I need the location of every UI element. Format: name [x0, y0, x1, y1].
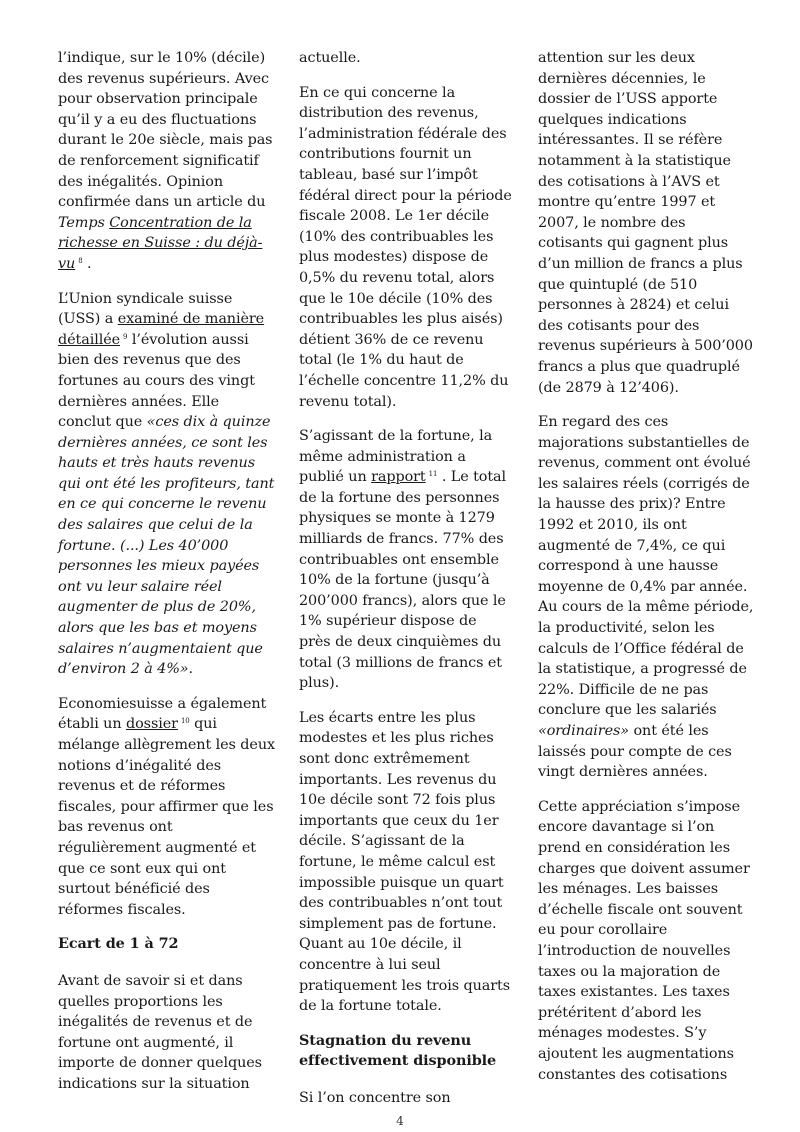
section-heading: Ecart de 1 à 72 — [58, 935, 179, 953]
section-heading: Stagnation du revenu effectivement disponible — [299, 1031, 497, 1070]
paragraph: Cette appréciation s’impose encore davantage si l’on prend en considération les charges que doivent assumer les ménages. Les baisses d’échelle fiscale ont souvent eu pour corollaire l’introduction de nouvelles taxes ou la majoration de taxes existantes. Les taxes prétéritent d’abord les ménages modestes. S’y ajoutent les augmentations constantes des cotisations — [538, 798, 750, 1083]
dossier-link[interactable]: dossier — [125, 716, 178, 733]
footnote-ref[interactable]: 11 — [428, 470, 438, 479]
quotation: «ces dix à quinze dernières années, ce sont les hauts et très hauts revenus qui ont été les profiteurs, tant en ce qui concerne le revenu des salaires que celui de la fortune. (...) Les 40’000 personnes les mieux payées ont vu leur salaire réel augmenter de plus de 20%, alors que les bas et moyens salaires n’augmentaient que d’environ 2 à 4%» — [58, 414, 275, 678]
uss-link[interactable]: examiné de manière détaillée — [58, 311, 265, 348]
footnote-ref[interactable]: 10 — [180, 717, 190, 726]
footnote-ref[interactable]: 8 — [78, 256, 83, 265]
page-number: 4 — [396, 1114, 404, 1128]
paragraph: L’Union syndicale suisse (USS) a examiné de manière détaillée $^9$ l’évolution aussi bien des revenus que des fortunes au cours des vingt dernières années. Elle conclut que «ces dix à quinze dernières années, ce sont les hauts et très hauts revenus qui ont été les profiteurs, tant en ce qui concerne le revenu des salaires que celui de la fortune. (...) Les 40’000 personnes les mieux payées ont vu leur salaire réel augmenter de plus de 20%, alors que les bas et moyens salaires n’augmentaient que d’environ 2 à 4%». — [58, 290, 275, 678]
footnote-ref[interactable]: 9 — [123, 332, 128, 341]
paragraph: S’agissant de la fortune, la même administration a publié un rapport $^{11}$ . Le total de la fortune des personnes physiques se monte à 1279 milliards de francs. 77% des contribuables ont ensemble 10% de la fortune (jusqu’à 200’000 francs), alors que le 1% supérieur dispose de près de deux cinquièmes du total (3 millions de francs et plus). — [299, 428, 507, 692]
paragraph: Economiesuisse a également établi un dossier $^{10}$ qui mélange allègrement les deux notions d’inégalité des revenus et de réformes fiscales, pour affirmer que les bas revenus ont régulièrement augmenté et que ce sont eux qui ont surtout bénéficié des réformes fiscales. — [58, 695, 276, 918]
paragraph: Les écarts entre les plus modestes et les plus riches sont donc extrêmement importants. Les revenus du 10e décile sont 72 fois plus importants que ceux du 1er décile. S’agissant de la fortune, le même calcul est impossible puisque un quart des contribuables n’ont tout simplement pas de fortune. Quant au 10e décile, il concentre à lui seul pratiquement les trois quarts de la fortune totale. — [299, 709, 511, 1015]
paragraph: En regard des ces majorations substantielles de revenus, comment ont évolué les salaires réels (corrigés de la hausse des prix)? Entre 1992 et 2010, ils ont augmenté de 7,4%, ce qui correspond à une hausse moyenne de 0,4% par année. Au cours de la même période, la productivité, selon les calculs de l’Office fédéral de la statistique, a progressé de 22%. Difficile de ne pas conclure que les salariés «ordinaires» ont été les laissés pour compte de ces vingt dernières années. — [538, 414, 754, 781]
article-link[interactable]: Concentration de la richesse en Suisse : du déjà-vu — [58, 214, 263, 272]
column-2 — [299, 48, 512, 1123]
source-name: Temps — [58, 214, 105, 231]
paragraph: attention sur les deux dernières décennies, le dossier de l’USS apporte quelques indications intéressantes. Il se réfère notamment à la statistique des cotisations à l’AVS et montre qu’entre 1997 et 2007, le nombre des cotisants qui gagnent plus d’un million de francs a plus que quintuplé (de 510 personnes à 2824) et celui des cotisants pour des revenus supérieurs à 500’000 francs a plus que quadruplé (de 2879 à 12’406). — [538, 50, 753, 396]
paragraph: l’indique, sur le 10% (décile) des revenus supérieurs. Avec pour observation principale qu’il y a eu des fluctuations durant le 20e siècle, mais pas de renforcement significatif des inégalités. Opinion confirmée dans un article du Temps Concentration de la richesse en Suisse : du déjà-vu $^8$ . — [58, 50, 273, 272]
paragraph: actuelle. — [299, 50, 361, 66]
column-3 — [538, 48, 754, 1099]
paragraph: Si l’on concentre son — [299, 1089, 451, 1106]
emphasis: «ordinaires» — [538, 723, 629, 739]
paragraph: Avant de savoir si et dans quelles proportions les inégalités de revenus et de fortune ont augmenté, il importe de donner quelques indications sur la situation — [58, 972, 262, 1092]
column-1 — [58, 48, 276, 1109]
rapport-link[interactable]: rapport — [371, 469, 426, 486]
paragraph: En ce qui concerne la distribution des revenus, l’administration fédérale des contributions fournit un tableau, basé sur l’impôt fédéral direct pour la période fiscale 2008. Le 1er décile (10% des contribuables les plus modestes) dispose de 0,5% du revenu total, alors que le 10e décile (10% des contribuables les plus aisés) détient 36% de ce revenu total (le 1% du haut de l’échelle concentre 11,2% du revenu total). — [299, 84, 512, 410]
